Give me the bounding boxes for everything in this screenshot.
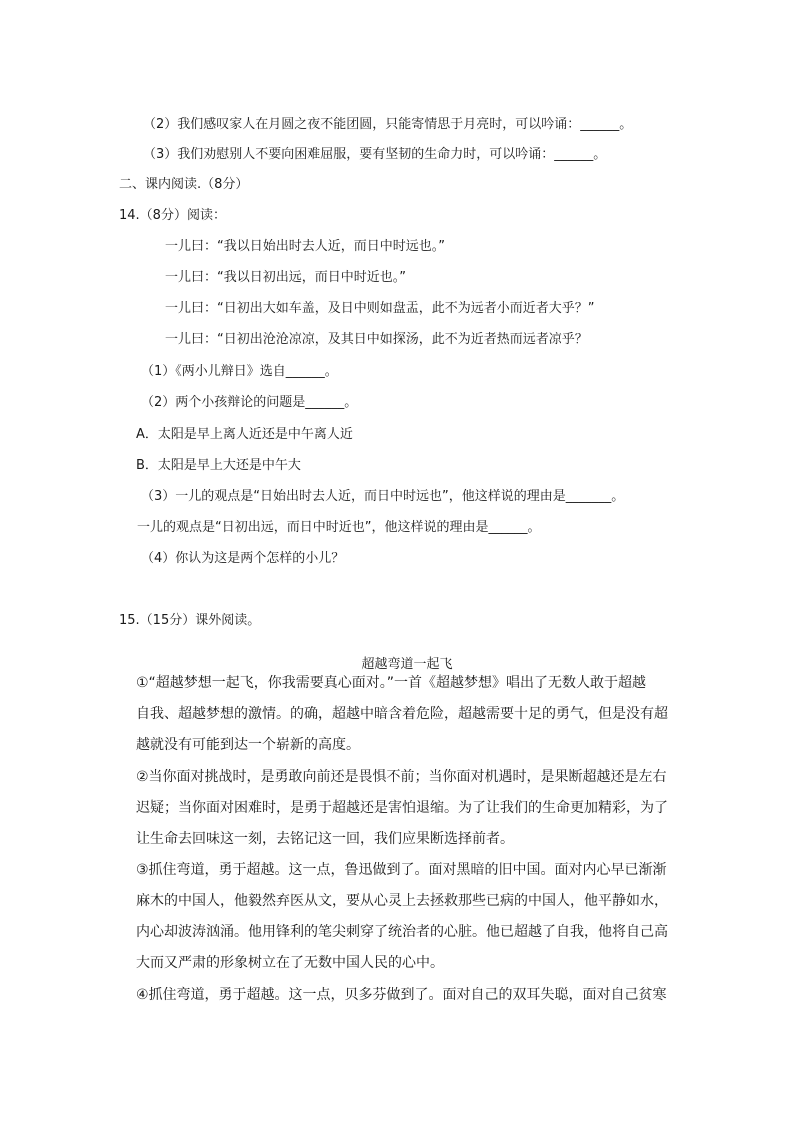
- q14-sub-1-end: 。: [324, 364, 338, 379]
- q13-item-3-end: 。: [593, 147, 607, 162]
- q13-item-2-blank[interactable]: ______: [580, 117, 620, 132]
- q14-passage-line: 一儿曰：“我以日始出时去人近，而日中时远也。”: [165, 239, 445, 254]
- q14-sub-2: [141, 393, 357, 413]
- q13-item-3-blank[interactable]: ______: [554, 147, 594, 162]
- q15-article-line: ③抓住弯道，勇于超越。这一点，鲁迅做到了。面对黑暗的旧中国。面对内心早已渐渐: [136, 862, 667, 878]
- q14-passage-line: 一儿曰：“日初出沧沧凉凉，及其日中如探汤，此不为近者热而远者凉乎？: [165, 332, 588, 347]
- q14-sub-3-line-2-text: 一儿的观点是“日初出远，而日中时近也”，他这样说的理由是: [137, 520, 489, 535]
- q14-passage-line: 一儿曰：“日初出大如车盖，及日中则如盘盂，此不为远者小而近者大乎？”: [165, 301, 595, 316]
- q15-article-line: ④抓住弯道，勇于超越。这一点，贝多芬做到了。面对自己的双耳失聪，面对自己贫寒: [136, 987, 667, 1003]
- q15-article-line: 麻木的中国人，他毅然弃医从文，要从心灵上去拯救那些已病的中国人，他平静如水，: [136, 893, 668, 909]
- q13-item-2: [143, 115, 632, 135]
- q13-item-3-text: （3）我们劝慰别人不要向困难屈服，要有坚韧的生命力时，可以吟诵：: [143, 147, 555, 162]
- q14-sub-1: [141, 362, 338, 382]
- q15-article-line: 自我、超越梦想的激情。的确，超越中暗含着危险，超越需要十足的勇气，但是没有超: [136, 706, 668, 722]
- q14-option-a[interactable]: A．太阳是早上离人近还是中午离人近: [136, 427, 353, 442]
- q14-sub-3-line-1-end: 。: [611, 489, 625, 504]
- q14-sub-3-line-1-blank[interactable]: _______: [565, 489, 612, 504]
- section-2-heading: 二、课内阅读.（8分）: [119, 177, 249, 192]
- q15-article-title: 超越弯道一起飞: [361, 657, 453, 672]
- q15-label: 15.（15分）课外阅读。: [119, 613, 261, 628]
- q15-article-line: 大而又严肃的形象树立在了无数中国人民的心中。: [136, 955, 444, 971]
- q13-item-2-end: 。: [619, 117, 633, 132]
- q14-sub-1-text: （1）《两小儿辩日》选自: [141, 364, 286, 379]
- q14-sub-3-line-2: [137, 518, 541, 538]
- q14-sub-3-line-2-blank[interactable]: ______: [488, 520, 528, 535]
- q15-article-line: 内心却波涛汹涌。他用锋利的笔尖刺穿了统治者的心脏。他已超越了自我，他将自己高: [136, 924, 668, 940]
- q13-item-3: [143, 145, 606, 165]
- q15-article-line: 让生命去回味这一刻，去铭记这一回，我们应果断选择前者。: [136, 831, 514, 847]
- q14-sub-3-line-1-text: （3）一儿的观点是“日始出时去人近，而日中时远也”，他这样说的理由是: [141, 489, 566, 504]
- q15-article-line: 迟疑；当你面对困难时，是勇于超越还是害怕退缩。为了让我们的生命更加精彩，为了: [136, 800, 668, 816]
- q15-article-line: 越就没有可能到达一个崭新的高度。: [136, 737, 360, 753]
- q14-sub-4: （4）你认为这是两个怎样的小儿？: [141, 551, 345, 566]
- q14-passage-line: 一儿曰：“我以日初出远，而日中时近也。”: [165, 270, 406, 285]
- q14-sub-2-end: 。: [344, 395, 358, 410]
- q14-sub-3-line-2-end: 。: [527, 520, 541, 535]
- q14-sub-2-text: （2）两个小孩辩论的问题是: [141, 395, 306, 410]
- q15-article-line: ①“超越梦想一起飞，你我需要真心面对。”一首《超越梦想》唱出了无数人敢于超越: [136, 675, 647, 691]
- q14-sub-2-blank[interactable]: ______: [305, 395, 345, 410]
- q14-label: 14.（8分）阅读：: [119, 208, 226, 223]
- q14-sub-3-line-1: [141, 487, 624, 507]
- q13-item-2-text: （2）我们感叹家人在月圆之夜不能团圆，只能寄情思于月亮时，可以吟诵：: [143, 117, 581, 132]
- q14-sub-1-blank[interactable]: ______: [285, 364, 325, 379]
- q14-option-b[interactable]: B．太阳是早上大还是中午大: [136, 458, 301, 473]
- q15-article-line: ②当你面对挑战时，是勇敢向前还是畏惧不前；当你面对机遇时，是果断超越还是左右: [136, 769, 667, 785]
